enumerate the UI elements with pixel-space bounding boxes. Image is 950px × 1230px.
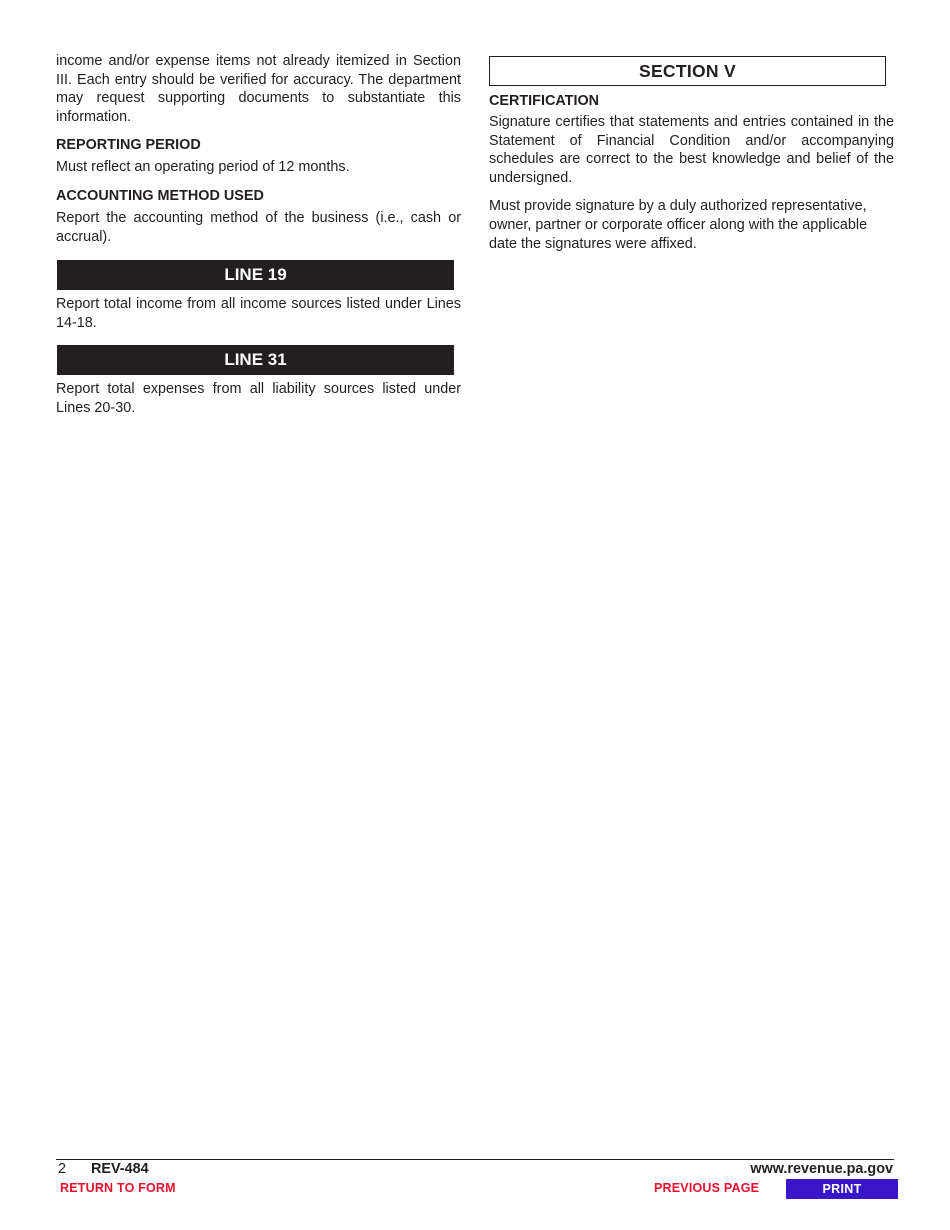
reporting-period-heading: REPORTING PERIOD bbox=[56, 137, 201, 154]
accounting-method-text: Report the accounting method of the business (i.e., cash or accrual). bbox=[56, 209, 461, 245]
print-button[interactable]: PRINT bbox=[786, 1179, 898, 1199]
section-v-heading: SECTION V bbox=[489, 56, 886, 86]
certification-heading: CERTIFICATION bbox=[489, 93, 600, 109]
reporting-period-text: Must reflect an operating period of 12 months. bbox=[56, 159, 350, 176]
line-31-heading: LINE 31 bbox=[57, 345, 454, 375]
return-to-form-link[interactable]: RETURN TO FORM bbox=[60, 1181, 176, 1195]
line-31-text: Report total expenses from all liability sources listed under Lines 20-30. bbox=[56, 381, 461, 416]
form-id: REV-484 bbox=[91, 1161, 149, 1177]
website-url: www.revenue.pa.gov bbox=[750, 1161, 893, 1177]
line-19-text: Report total income from all income sources listed under Lines 14-18. bbox=[56, 296, 461, 331]
page-number: 2 bbox=[58, 1161, 67, 1177]
accounting-method-heading: ACCOUNTING METHOD USED bbox=[56, 187, 264, 204]
left-column bbox=[56, 52, 461, 418]
right-column bbox=[489, 56, 894, 253]
certification-paragraph-1: Signature certifies that statements and entries contained in the Statement of Financial Condition and/or accompanying schedules are correct to the best knowledge and belief of the undersigned. bbox=[489, 114, 894, 186]
certification-paragraph-2: Must provide signature by a duly authorized representative, owner, partner or corporate officer along with the applicable date the signatures were affixed. bbox=[489, 198, 868, 252]
footer-divider bbox=[56, 1159, 894, 1160]
intro-paragraph: income and/or expense items not already itemized in Section III. Each entry should be verified for accuracy. The department may request supporting documents to substantiate this information. bbox=[56, 53, 461, 125]
previous-page-link[interactable]: PREVIOUS PAGE bbox=[654, 1181, 760, 1195]
line-19-heading: LINE 19 bbox=[57, 260, 454, 290]
